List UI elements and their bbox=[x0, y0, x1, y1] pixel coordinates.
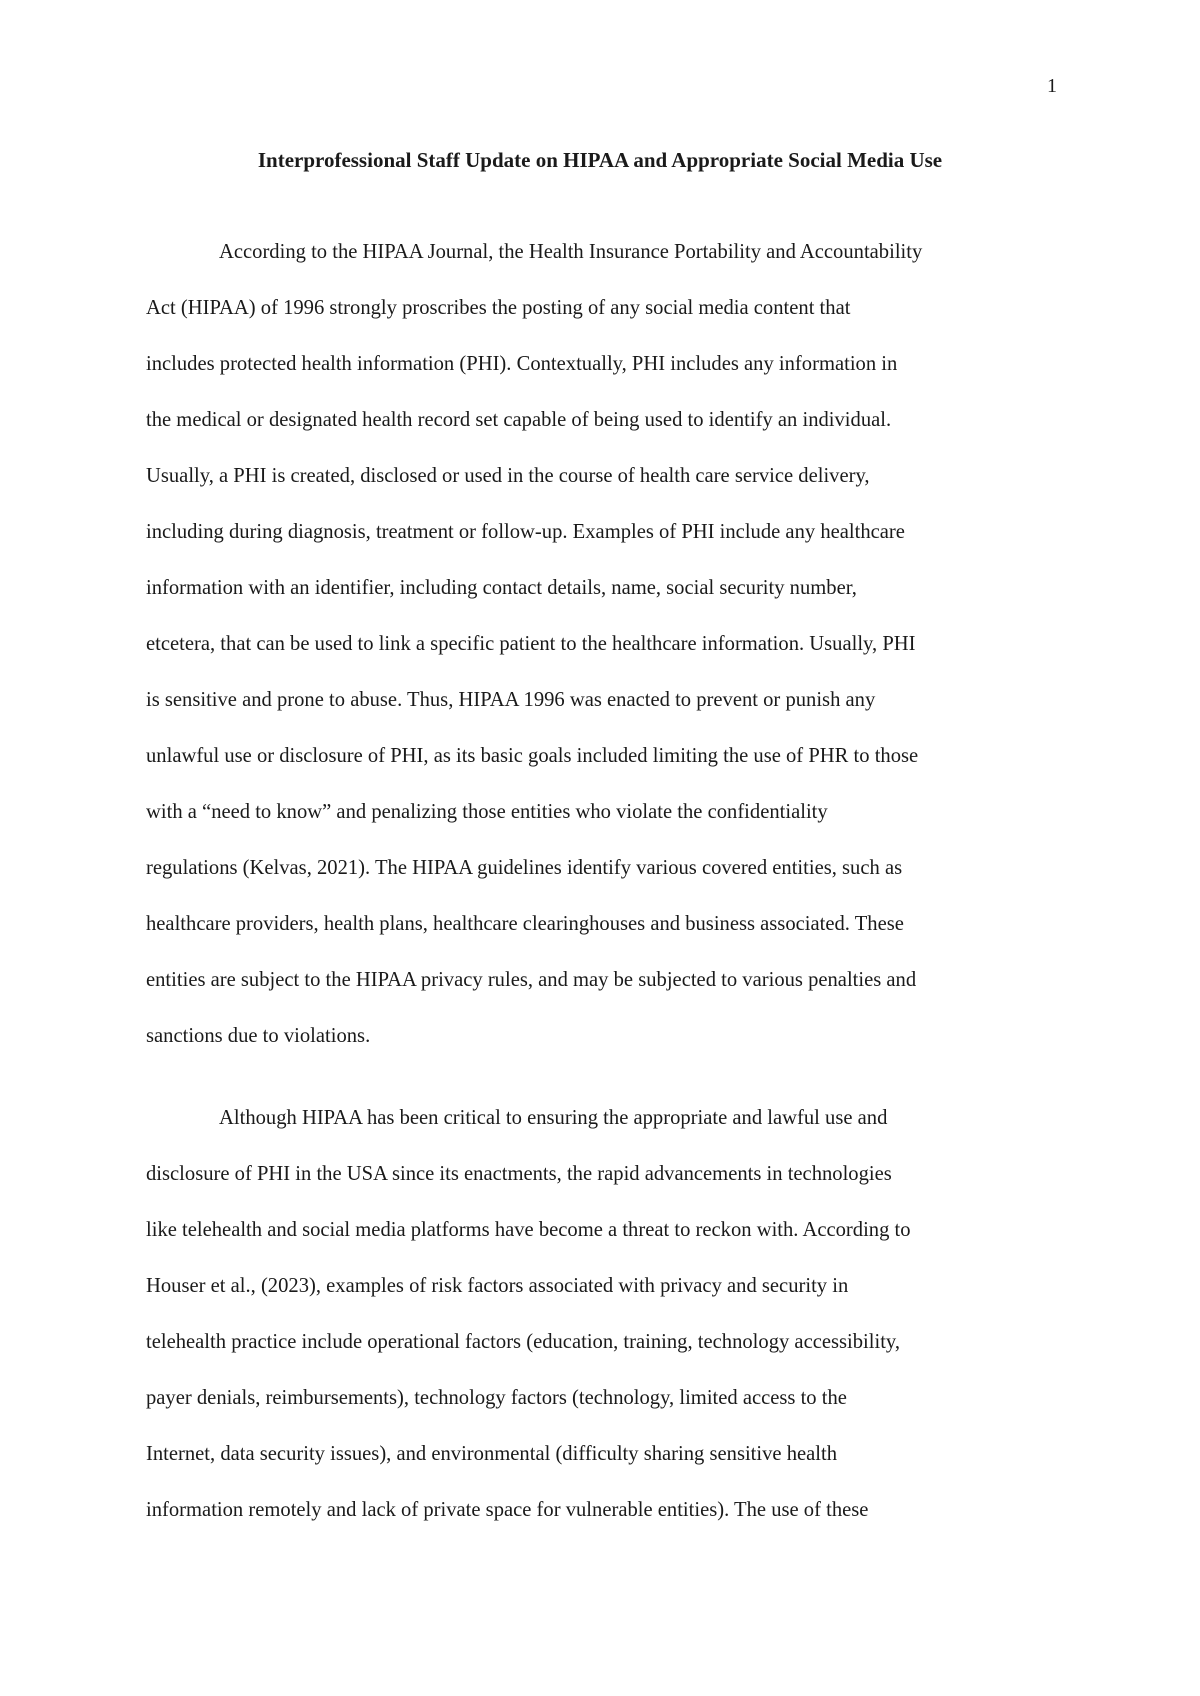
paragraph-line: information with an identifier, including contact details, name, social security number, bbox=[146, 577, 857, 599]
paragraph-line: entities are subject to the HIPAA privacy rules, and may be subjected to various penalties and bbox=[146, 969, 917, 991]
page-number: 1 bbox=[1047, 75, 1057, 97]
paragraph-line: the medical or designated health record set capable of being used to identify an individual. bbox=[146, 409, 892, 431]
paragraph-line: with a “need to know” and penalizing those entities who violate the confidentiality bbox=[146, 801, 828, 823]
paragraph-line: Although HIPAA has been critical to ensuring the appropriate and lawful use and bbox=[219, 1107, 888, 1129]
paragraph-line: etcetera, that can be used to link a specific patient to the healthcare information. Usually, PHI bbox=[146, 633, 916, 655]
paragraph-line: is sensitive and prone to abuse. Thus, HIPAA 1996 was enacted to prevent or punish any bbox=[146, 689, 876, 711]
document-title: Interprofessional Staff Update on HIPAA and Appropriate Social Media Use bbox=[257, 148, 943, 172]
paragraph-line: regulations (Kelvas, 2021). The HIPAA guidelines identify various covered entities, such as bbox=[146, 857, 903, 879]
paragraph-line: healthcare providers, health plans, healthcare clearinghouses and business associated. These bbox=[146, 913, 904, 935]
paragraph-line: Internet, data security issues), and environmental (difficulty sharing sensitive health bbox=[146, 1443, 838, 1465]
paragraph-line: like telehealth and social media platforms have become a threat to reckon with. According to bbox=[146, 1219, 911, 1241]
paragraph-line: payer denials, reimbursements), technology factors (technology, limited access to the bbox=[146, 1387, 847, 1409]
paragraph-line: Act (HIPAA) of 1996 strongly proscribes the posting of any social media content that bbox=[146, 297, 851, 319]
paragraph-line: unlawful use or disclosure of PHI, as its basic goals included limiting the use of PHR to those bbox=[146, 745, 919, 767]
paragraph-2 bbox=[146, 1090, 1062, 1538]
paragraph-line: including during diagnosis, treatment or follow-up. Examples of PHI include any healthcare bbox=[146, 521, 905, 543]
paragraph-line: information remotely and lack of private space for vulnerable entities). The use of these bbox=[146, 1499, 869, 1521]
paragraph-line: Usually, a PHI is created, disclosed or used in the course of health care service delivery, bbox=[146, 465, 870, 487]
paragraph-line: includes protected health information (PHI). Contextually, PHI includes any information in bbox=[146, 353, 898, 375]
paragraph-line: According to the HIPAA Journal, the Health Insurance Portability and Accountability bbox=[219, 241, 923, 263]
paragraph-line: sanctions due to violations. bbox=[146, 1025, 371, 1047]
paragraph-1 bbox=[146, 224, 1062, 1064]
paragraph-line: Houser et al., (2023), examples of risk factors associated with privacy and security in bbox=[146, 1275, 849, 1297]
paragraph-line: disclosure of PHI in the USA since its enactments, the rapid advancements in technologies bbox=[146, 1163, 892, 1185]
paragraph-line: telehealth practice include operational factors (education, training, technology accessibility, bbox=[146, 1331, 901, 1353]
